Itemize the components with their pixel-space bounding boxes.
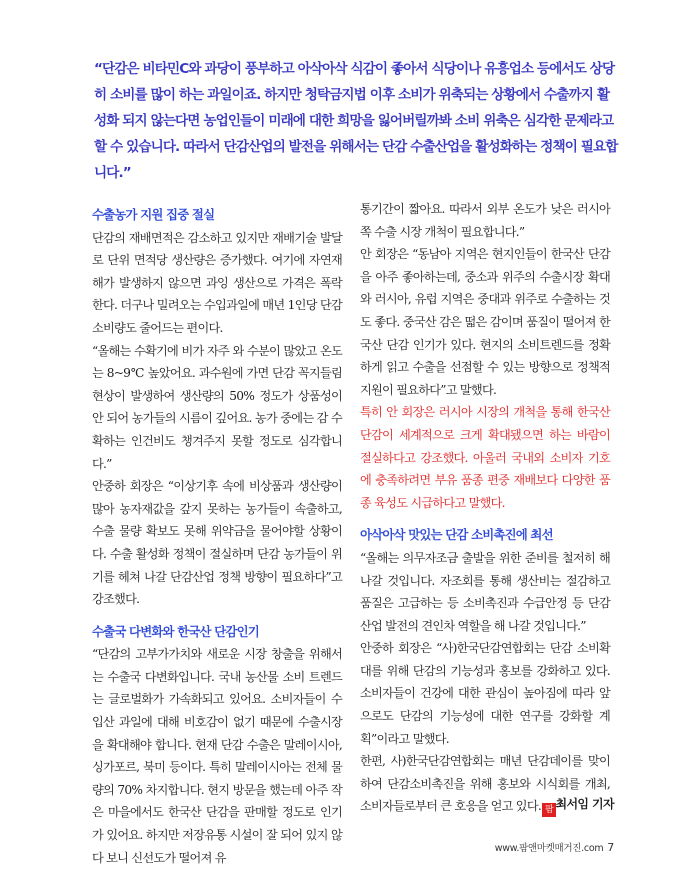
page-footer bbox=[420, 840, 614, 854]
pull-quote: “단감은 비타민C와 과당이 풍부하고 아삭아삭 식감이 좋아서 식당이나 유흥업소 등에서도 상당히 소비를 많이 하는 과일이죠. 하지만 청탁금지법 이후 소비가 위축되는 상황에서 수출까지 활성화 되지 않는다면 농업인들이 미래에 대한 희망을 잃어버릴까봐 소비 위축은 심각한 문제라고 할 수 있습니다. 따라서 단감산업의 발전을 위해서는 단감 수출산업을 활성화하는 정책이 필요합니다.” bbox=[94, 61, 618, 181]
highlighted-paragraph: 특히 안 회장은 러시아 시장의 개척을 통해 한국산 단감이 세계적으로 크게 확대됐으면 하는 바람이 절실하다고 강조했다. 아울러 국내외 소비자 기호에 충족하려면 부유 품종 편중 재배보다 다양한 품종 육성도 시급하다고 말했다. bbox=[360, 405, 610, 510]
page-number: 7 bbox=[607, 841, 614, 854]
section-heading-consumption-promotion: 아삭아삭 맛있는 단감 소비촉진에 최선 bbox=[360, 527, 553, 543]
end-mark-icon: 팜 bbox=[542, 803, 556, 817]
right-column bbox=[360, 198, 610, 818]
body-paragraph: 통기간이 짧아요. 따라서 외부 온도가 낮은 러시아쪽 수출 시장 개척이 필요합니다.” bbox=[360, 202, 610, 239]
body-paragraph: 안중하 회장은 “사)한국단감연합회는 단감 소비확대를 위해 단감의 기능성과 홍보를 강화하고 있다. 소비자들이 건강에 대한 관심이 높아짐에 따라 앞으로도 단감의 기능성에 대한 연구를 강화할 계획”이라고 말했다. bbox=[360, 641, 610, 746]
section-heading-export-support: 수출농가 지원 집중 절실 bbox=[92, 207, 215, 222]
footer-site: www.팜앤마켓매거진.com bbox=[494, 843, 604, 854]
body-paragraph: 단감의 재배면적은 감소하고 있지만 재배기술 발달로 단위 면적당 생산량은 증가했다. 여기에 자연재해가 발생하지 않으면 과잉 생산으로 가격은 폭락한다. 더구나 밀려오는 수입과일에 매년 1인당 단감 소비량도 줄어드는 편이다. bbox=[92, 230, 342, 335]
section-heading-export-diversification: 수출국 다변화와 한국산 단감인기 bbox=[92, 623, 259, 639]
final-paragraph-text: 한편, 사)한국단감연합회는 매년 단감데이를 맞이하여 단감소비촉진을 위해 홍보와 시식회를 개최, 소비자들로부터 큰 호응을 얻고 있다. bbox=[360, 754, 610, 814]
body-paragraph: “올해는 수확기에 비가 자주 와 수분이 많았고 온도는 8~9℃ 높았어요. 과수원에 가면 단감 꼭지들림 현상이 발생하여 생산량의 50% 정도가 상품성이 안 되어 농가들의 시름이 깊어요. 농가 중에는 감 수확하는 인건비도 챙겨주지 못할 정도로 심각합니다.” bbox=[92, 343, 342, 471]
body-paragraph: 안 회장은 “동남아 지역은 현지인들이 한국산 단감을 아주 좋아하는데, 중소과 위주의 수출시장 확대와 러시아, 유럽 지역은 중대과 위주로 수출하는 것도 좋다. 중국산 감은 떫은 감이며 품질이 떨어져 한국산 단감 인기가 있다. 현지의 소비트렌드를 정확하게 읽고 수출을 선점할 수 있는 방향으로 정책적 지원이 필요하다”고 말했다. bbox=[360, 247, 610, 397]
byline: 최서임 기자 bbox=[555, 797, 614, 811]
body-paragraph: “올해는 의무자조금 출발을 위한 준비를 철저히 해 나갈 것입니다. 자조회를 통해 생산비는 절감하고 품질은 고급하는 등 소비촉진과 수급안정 등 단감산업 발전의 견인차 역할을 해 나갈 것입니다.” bbox=[360, 550, 610, 633]
left-column bbox=[92, 204, 342, 869]
body-paragraph: 안중하 회장은 “이상기후 속에 비상품과 생산량이 많아 농자재값을 갚지 못하는 농가들이 속출하고, 수출 물량 확보도 못해 위약금을 물어야할 상황이다. 수출 활성화 정책이 절실하며 단감 농가들이 위기를 헤쳐 나갈 단감산업 정책 방향이 필요하다”고 강조했다. bbox=[92, 479, 342, 607]
body-paragraph: “단감의 고부가가치와 새로운 시장 창출을 위해서는 수출국 다변화입니다. 국내 농산물 소비 트렌드는 글로벌화가 가속화되고 있어요. 소비자들이 수입산 과일에 대해 비호감이 없기 때문에 수출시장을 확대해야 합니다. 현재 단감 수출은 말레이시아, 싱가포르, 북미 등이다. 특히 말레이시아는 전체 물량의 70% 차지합니다. 현지 방문을 했는데 아주 작은 마을에서도 한국산 단감을 판매할 정도로 인기가 있어요. 하지만 저장유통 시설이 잘 되어 있지 않다 보니 신선도가 떨어져 유 bbox=[92, 647, 342, 865]
